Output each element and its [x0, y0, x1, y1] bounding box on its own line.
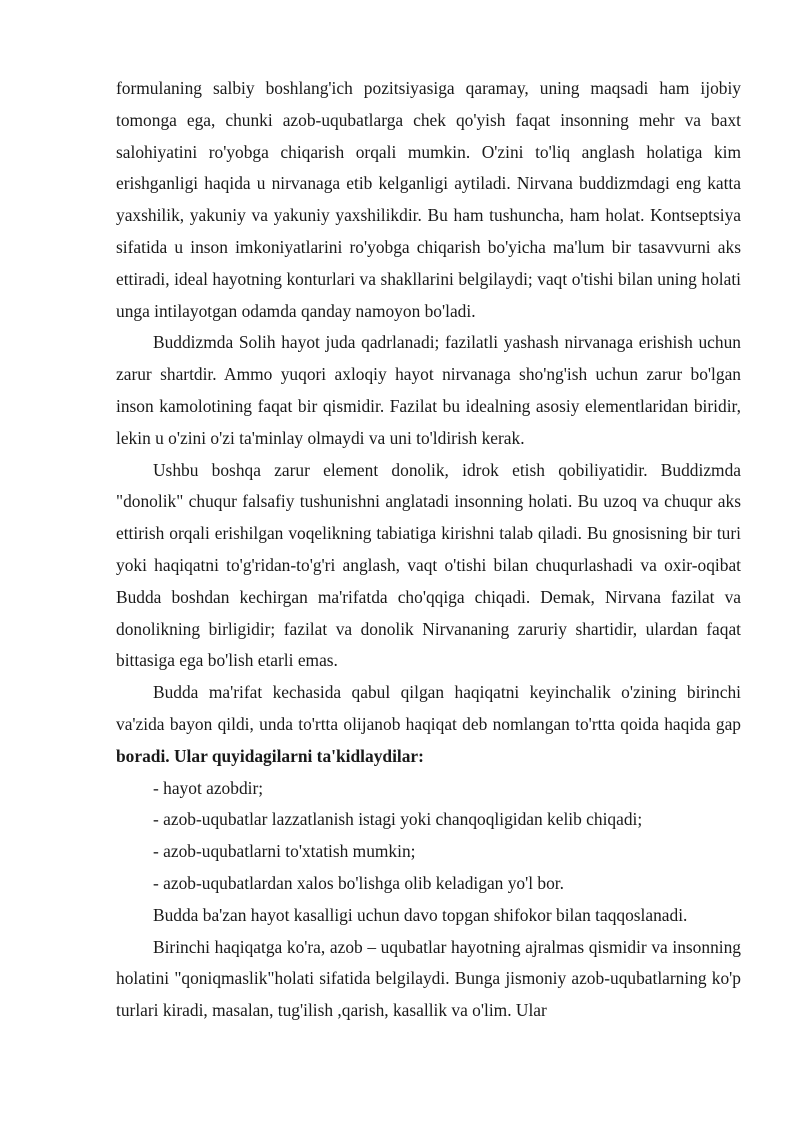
paragraph-wisdom: Ushbu boshqa zarur element donolik, idrok etish qobiliyatidir. Buddizmda "donolik" chuqur falsafiy tushunishni anglatadi insonning holati. Bu uzoq va chuqur aks ettirish orqali erishilgan voqelikning tabiatiga kirishni talab qiladi. Bu gnosisning bir turi yoki haqiqatni to'g'ridan-to'g'ri anglash, vaqt o'tishi bilan chuqurlashadi va oxir-oqibat Budda boshdan kechirgan ma'rifatda cho'qqiga chiqadi. Demak, Nirvana fazilat va donolikning birligidir; fazilat va donolik Nirvananing zaruriy shartidir, ulardan faqat bittasiga ega bo'lish etarli emas. [116, 459, 741, 671]
list-item: - azob-uqubatlarni to'xtatish mumkin; [153, 841, 416, 862]
list-item: - azob-uqubatlardan xalos bo'lishga olib keladigan yo'l bor. [153, 872, 564, 893]
list-item: - azob-uqubatlar lazzatlanish istagi yoki chanqoqligidan kelib chiqadi; [153, 809, 643, 830]
paragraph-first-truth: Birinchi haqiqatga ko'ra, azob – uqubatlar hayotning ajralmas qismidir va insonning holatini "qoniqmaslik"holati sifatida belgilaydi. Bunga jismoniy azob-uqubatlarning ko'p turlari kiradi, masalan, tug'ilish ,qarish, kasallik va o'lim. Ular [116, 936, 741, 1021]
document-body [116, 73, 741, 1027]
paragraph-physician-analogy: Budda ba'zan hayot kasalligi uchun davo topgan shifokor bilan taqqoslanadi. [153, 904, 688, 925]
paragraph-continuation: formulaning salbiy boshlang'ich pozitsiyasiga qaramay, uning maqsadi ham ijobiy tomonga ega, chunki azob-uqubatlarga chek qo'yish faqat insonning mehr va baxt salohiyatini ro'yobga chiqarish orqali mumkin. O'zini to'liq anglash holatiga kim erishganligi haqida u nirvanaga etib kelganligi aytiladi. Nirvana buddizmdagi eng katta yaxshilik, yakuniy va yakuniy yaxshilikdir. Bu ham tushuncha, ham holat. Kontseptsiya sifatida u inson imkoniyatlarini ro'yobga chiqarish bo'yicha ma'lum bir tasavvurni aks ettiradi, ideal hayotning konturlari va shakllarini belgilaydi; vaqt o'tishi bilan uning holati unga intilayotgan odamda qanday namoyon bo'ladi. [116, 78, 741, 321]
paragraph-four-truths-intro [116, 677, 741, 772]
paragraph-righteous-life: Buddizmda Solih hayot juda qadrlanadi; fazilatli yashash nirvanaga erishish uchun zarur shartdir. Ammo yuqori axloqiy hayot nirvanaga sho'ng'ish uchun zarur bo'lgan inson kamolotining faqat bir qismidir. Fazilat bu idealning asosiy elementlaridan biridir, lekin u o'zini o'zi ta'minlay olmaydi va uni to'ldirish kerak. [116, 332, 741, 448]
four-truths-intro-bold: boradi. Ular quyidagilarni ta'kidlaydilar: [116, 745, 424, 766]
four-truths-intro-text: Budda ma'rifat kechasida qabul qilgan haqiqatni keyinchalik o'zining birinchi va'zida bayon qildi, unda to'rtta olijanob haqiqat deb nomlangan to'rtta qoida haqida gap [116, 682, 741, 734]
list-item: - hayot azobdir; [153, 777, 264, 798]
